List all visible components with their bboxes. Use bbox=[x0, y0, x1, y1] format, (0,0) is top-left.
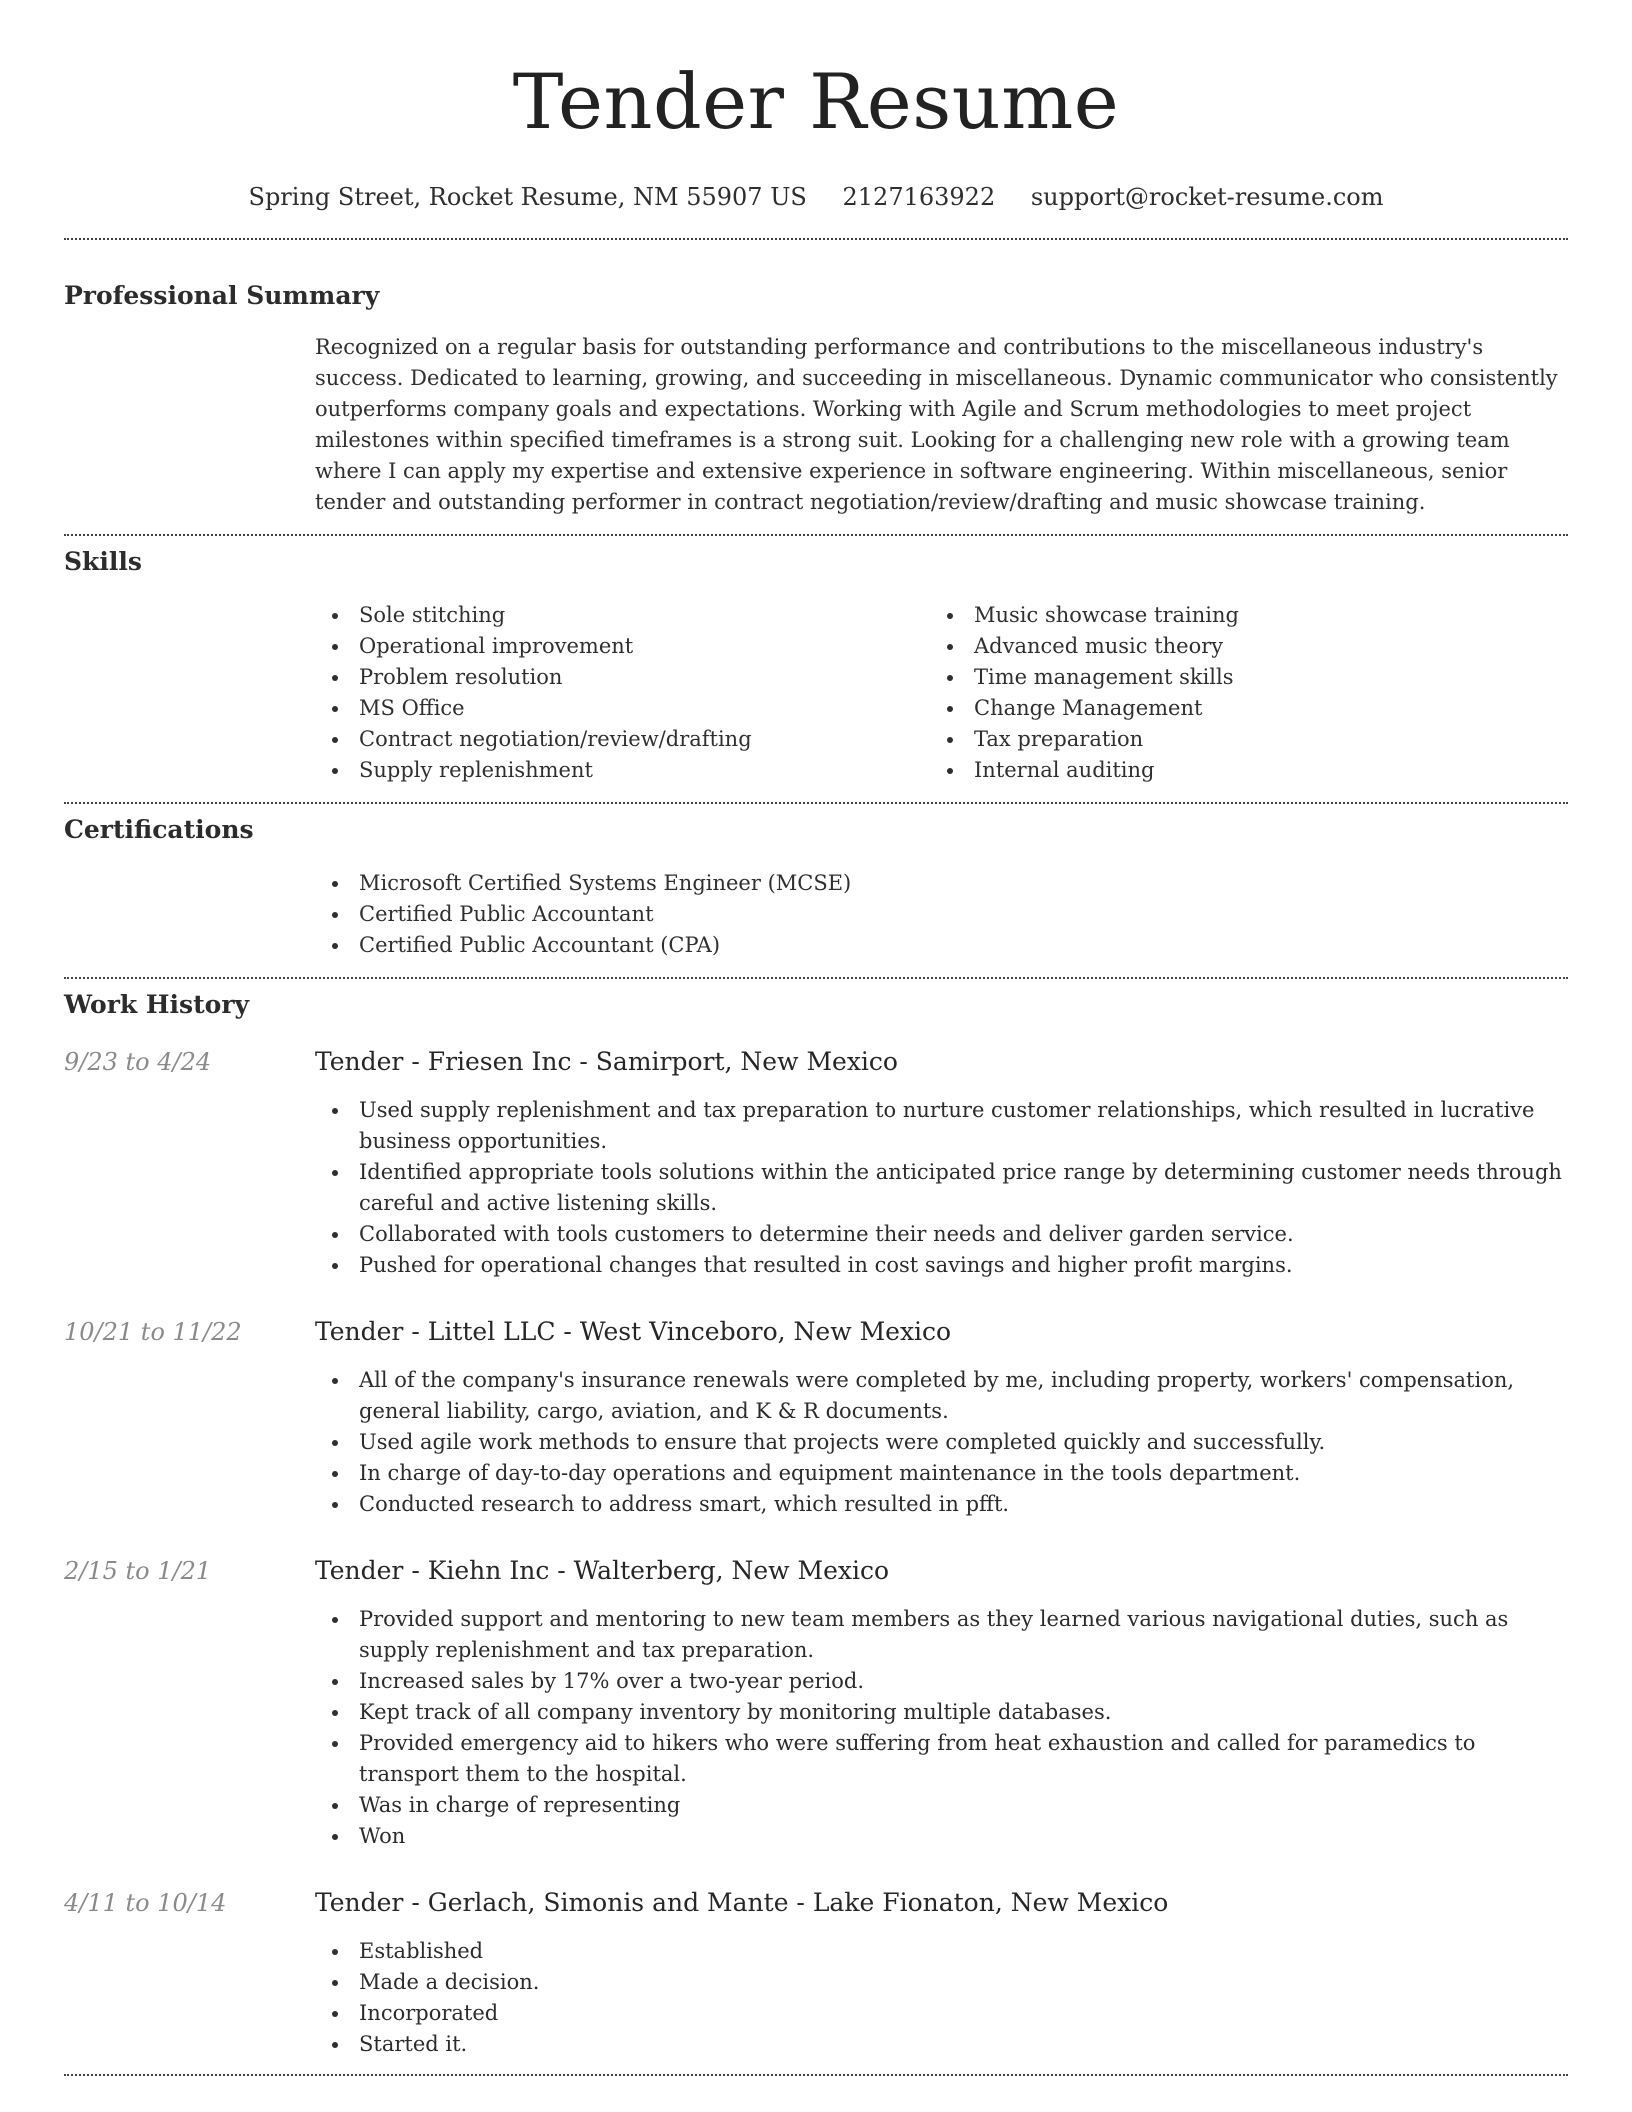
job-bullet: In charge of day-to-day operations and equipment maintenance in the tools department. bbox=[315, 1458, 1568, 1489]
certification-item: Certified Public Accountant bbox=[315, 899, 1568, 930]
skill-item: MS Office bbox=[315, 693, 930, 724]
certifications-body bbox=[315, 868, 1568, 961]
job-dates: 10/21 to 11/22 bbox=[64, 1318, 242, 1346]
skill-item: Change Management bbox=[930, 693, 1545, 724]
job-bullet: Incorporated bbox=[315, 1998, 1568, 2029]
work-history-title: Work History bbox=[64, 990, 250, 1019]
job-title: Tender - Friesen Inc - Samirport, New Mexico bbox=[315, 1047, 898, 1076]
skills-list-right bbox=[930, 600, 1545, 786]
job-bullet: Established bbox=[315, 1936, 1568, 1967]
job-entry bbox=[64, 1556, 1568, 1852]
skills-columns bbox=[315, 600, 1568, 786]
job-bullets bbox=[315, 1604, 1568, 1852]
job-bullet: Started it. bbox=[315, 2029, 1568, 2060]
summary-title: Professional Summary bbox=[64, 281, 380, 310]
contact-address: Spring Street, Rocket Resume, NM 55907 US bbox=[248, 183, 807, 211]
skills-body bbox=[315, 600, 1568, 786]
job-bullet: Made a decision. bbox=[315, 1967, 1568, 1998]
skill-item: Operational improvement bbox=[315, 631, 930, 662]
job-entry bbox=[64, 1888, 1568, 2060]
skill-item: Problem resolution bbox=[315, 662, 930, 693]
job-title: Tender - Gerlach, Simonis and Mante - Lake Fionaton, New Mexico bbox=[315, 1888, 1169, 1917]
skills-section bbox=[64, 546, 1568, 786]
job-bullet: Used agile work methods to ensure that projects were completed quickly and successfully. bbox=[315, 1427, 1568, 1458]
contact-phone: 2127163922 bbox=[842, 183, 996, 211]
job-dates: 4/11 to 10/14 bbox=[64, 1889, 227, 1917]
summary-section bbox=[64, 280, 1568, 518]
job-bullet: Collaborated with tools customers to determine their needs and deliver garden service. bbox=[315, 1219, 1568, 1250]
skill-item: Contract negotiation/review/drafting bbox=[315, 724, 930, 755]
skill-item: Advanced music theory bbox=[930, 631, 1545, 662]
job-bullet: Increased sales by 17% over a two-year period. bbox=[315, 1666, 1568, 1697]
job-bullet: Identified appropriate tools solutions within the anticipated price range by determining customer needs through careful and active listening skills. bbox=[315, 1157, 1568, 1219]
certification-item: Microsoft Certified Systems Engineer (MCSE) bbox=[315, 868, 1568, 899]
job-bullet: Used supply replenishment and tax preparation to nurture customer relationships, which resulted in lucrative business opportunities. bbox=[315, 1095, 1568, 1157]
summary-body bbox=[315, 332, 1568, 518]
job-details bbox=[315, 1317, 1568, 1520]
skill-item: Time management skills bbox=[930, 662, 1545, 693]
job-details bbox=[315, 1556, 1568, 1852]
certifications-title: Certifications bbox=[64, 815, 254, 844]
divider bbox=[64, 2074, 1568, 2076]
job-bullets bbox=[315, 1936, 1568, 2060]
job-bullet: Was in charge of representing bbox=[315, 1790, 1568, 1821]
skill-item: Supply replenishment bbox=[315, 755, 930, 786]
skill-item: Internal auditing bbox=[930, 755, 1545, 786]
certifications-section bbox=[64, 814, 1568, 961]
job-bullet: Won bbox=[315, 1821, 1568, 1852]
summary-text: Recognized on a regular basis for outstanding performance and contributions to the miscellaneous industry's success. Dedicated to learning, growing, and succeeding in miscellaneous. Dynamic communicator who consistently outperforms company goals and expectations. Working with Agile and Scrum methodologies to meet project milestones within specified timeframes is a strong suit. Looking for a challenging new role with a growing team where I can apply my expertise and extensive experience in software engineering. Within miscellaneous, senior tender and outstanding performer in contract negotiation/review/drafting and music showcase training. bbox=[315, 335, 1558, 514]
certification-item: Certified Public Accountant (CPA) bbox=[315, 930, 1568, 961]
job-bullets bbox=[315, 1365, 1568, 1520]
job-bullet: Provided support and mentoring to new team members as they learned various navigational duties, such as supply replenishment and tax preparation. bbox=[315, 1604, 1568, 1666]
job-bullet: Provided emergency aid to hikers who were suffering from heat exhaustion and called for paramedics to transport them to the hospital. bbox=[315, 1728, 1568, 1790]
job-dates: 2/15 to 1/21 bbox=[64, 1557, 212, 1585]
skill-item: Tax preparation bbox=[930, 724, 1545, 755]
contact-email: support@rocket-resume.com bbox=[1030, 183, 1384, 211]
certifications-list bbox=[315, 868, 1568, 961]
skill-item: Music showcase training bbox=[930, 600, 1545, 631]
job-bullet: Pushed for operational changes that resulted in cost savings and higher profit margins. bbox=[315, 1250, 1568, 1281]
job-bullet: Kept track of all company inventory by monitoring multiple databases. bbox=[315, 1697, 1568, 1728]
contact-line bbox=[64, 182, 1568, 212]
divider bbox=[64, 802, 1568, 804]
job-entry bbox=[64, 1047, 1568, 1281]
job-dates: 9/23 to 4/24 bbox=[64, 1048, 212, 1076]
divider bbox=[64, 534, 1568, 536]
resume-name: Tender Resume bbox=[512, 57, 1120, 146]
work-history-section bbox=[64, 989, 1568, 2060]
divider bbox=[64, 238, 1568, 240]
skills-list-left bbox=[315, 600, 930, 786]
divider bbox=[64, 977, 1568, 979]
job-details bbox=[315, 1888, 1568, 2060]
job-bullet: All of the company's insurance renewals were completed by me, including property, workers' compensation, general liability, cargo, aviation, and K & R documents. bbox=[315, 1365, 1568, 1427]
job-bullet: Conducted research to address smart, which resulted in pfft. bbox=[315, 1489, 1568, 1520]
job-title: Tender - Kiehn Inc - Walterberg, New Mexico bbox=[315, 1556, 890, 1585]
resume-page bbox=[64, 0, 1568, 2076]
job-bullets bbox=[315, 1095, 1568, 1281]
job-title: Tender - Littel LLC - West Vinceboro, New Mexico bbox=[315, 1317, 952, 1346]
job-entry bbox=[64, 1317, 1568, 1520]
job-details bbox=[315, 1047, 1568, 1281]
skills-title: Skills bbox=[64, 547, 142, 576]
skill-item: Sole stitching bbox=[315, 600, 930, 631]
